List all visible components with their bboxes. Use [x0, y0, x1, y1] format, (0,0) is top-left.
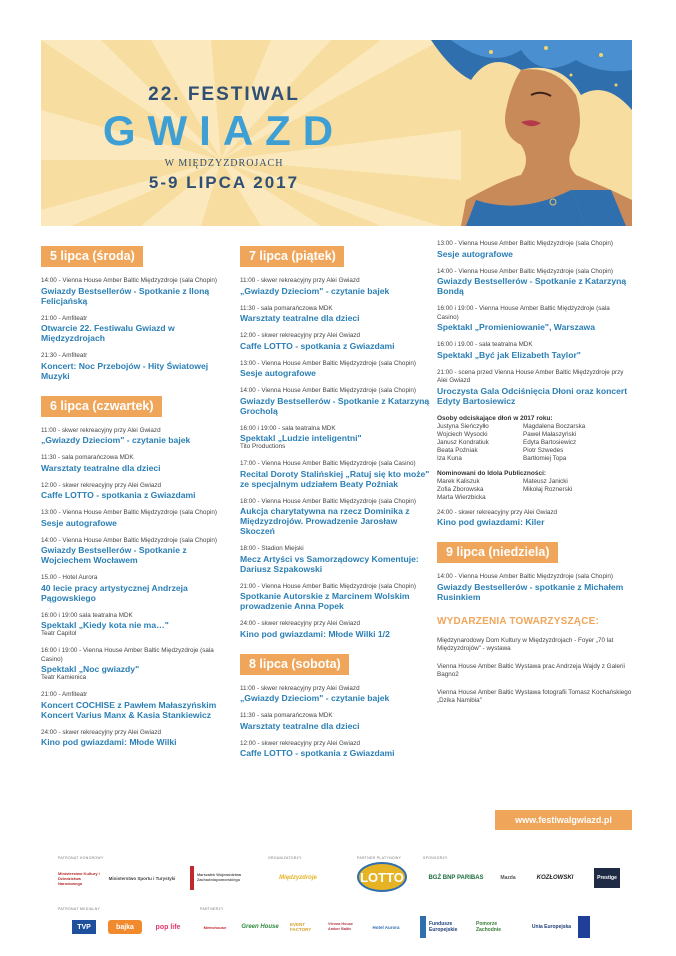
event-item	[41, 315, 224, 344]
event-time-place: 16:00 i 19:00 - Vienna House Amber Baltic Międzyzdroje (sala Casino)	[41, 647, 214, 663]
event-time-place: 16:00 i 19:00 - sala teatralna MDK	[240, 424, 336, 432]
event-time-place: 24:00 - skwer rekreacyjny przy Alei Gwiazd	[437, 508, 558, 516]
event-time-place: 12:00 - skwer rekreacyjny przy Alei Gwiazd	[240, 739, 361, 747]
event-title: Caffe LOTTO - spotkania z Gwiazdami	[240, 340, 395, 351]
pomorze-logo: Pomorze Zachodnie	[476, 921, 502, 933]
footer-heading: PARTNERZY	[200, 907, 224, 911]
honored-person: Justyna Sieńczyłło	[437, 422, 489, 430]
event-item	[437, 305, 633, 332]
event-time-place: 24:00 - skwer rekreacyjny przy Alei Gwiazd	[41, 728, 162, 736]
schedule-column-2	[240, 240, 430, 767]
event-time-place: 21:00 - scena przed Vienna House Amber Baltic Międzyzdroje przy Alei Gwiazd	[437, 368, 624, 384]
event-title: Sesje autografowe	[240, 368, 316, 378]
event-item	[240, 460, 430, 489]
event-item	[41, 352, 224, 381]
event-time-place: 14:00 - Vienna House Amber Baltic Międzyzdroje (sala Chopin)	[437, 573, 613, 580]
event-item	[240, 545, 430, 574]
event-item	[437, 341, 633, 360]
event-title: Warsztaty teatralne dla dzieci	[41, 462, 161, 473]
event-note: Tito Productions	[240, 443, 286, 450]
event-title: Uroczysta Gala Odciśnięcia Dłoni oraz koncert Edyty Bartosiewicz	[437, 385, 628, 406]
event-item	[240, 712, 430, 731]
event-factory-logo: EVENT FACTORY	[290, 922, 312, 932]
amber-baltic-logo: Vienna House Amber Baltic	[328, 922, 354, 931]
poplife-logo: pop life	[155, 923, 181, 931]
event-time-place: 24:00 - skwer rekreacyjny przy Alei Gwiazd	[240, 620, 361, 627]
honored-list	[437, 423, 633, 463]
event-item	[41, 729, 224, 748]
nominated-heading: Nominowani do Idola Publiczności:	[437, 469, 547, 477]
event-title: Gwiazdy Bestsellerów - Spotkanie z Katarzyną Grocholą	[240, 395, 430, 416]
honored-person: Edyta Bartosiewicz	[523, 438, 577, 446]
event-title: Caffe LOTTO - spotkania z Gwiazdami	[41, 490, 196, 500]
event-time-place: 15.00 - Hotel Aurora	[41, 574, 98, 581]
event-item	[240, 620, 430, 639]
honored-person: Paweł Małaszyński	[523, 430, 577, 438]
honored-person: Wojciech Wysocki	[437, 430, 488, 438]
event-title: Sesje autografowe	[41, 517, 117, 528]
honored-person: Piotr Szwedes	[523, 446, 564, 454]
event-item	[240, 277, 430, 296]
event-item	[41, 482, 224, 501]
event-item	[41, 647, 224, 682]
event-item	[240, 740, 430, 759]
sponsors-footer	[0, 850, 676, 956]
event-item	[240, 332, 430, 351]
event-item	[240, 498, 430, 537]
event-title: Aukcja charytatywna na rzecz Dominika z Międzyzdrojów. Prowadzenie Jarosław Skoczeń	[240, 506, 410, 536]
event-item	[240, 583, 430, 612]
event-time-place: 11:00 - skwer rekreacyjny przy Alei Gwiazd	[240, 277, 360, 284]
event-title: Kino pod gwiazdami: Kiler	[437, 517, 545, 527]
side-event: Międzynarodowy Dom Kultury w Międzyzdrojach - Foyer „70 lat Międzyzdrojów" - wystawa	[437, 636, 614, 652]
nominated-list	[437, 478, 633, 502]
day-header-5-july: 5 lipca (środa)	[41, 246, 143, 267]
marshal-logo: Marszałek Województwa Zachodniopomorskiego	[190, 866, 260, 890]
event-title: Koncert COCHISE z Pawłem Małaszyńskim Koncert Varius Manx & Kasia Stankiewicz	[41, 699, 217, 720]
festival-location: W MIĘDZYZDROJACH	[164, 158, 284, 169]
woman-illustration	[371, 40, 632, 226]
event-title: Warsztaty teatralne dla dzieci	[240, 720, 360, 731]
event-item	[240, 685, 430, 704]
event-title: Spektakl „Kiedy kota nie ma…"	[41, 620, 169, 630]
prestige-logo: Prestige	[594, 868, 620, 888]
event-title: Caffe LOTTO - spotkania z Gwiazdami	[240, 748, 395, 758]
event-item	[41, 509, 224, 528]
event-time-place: 21:00 - Vienna House Amber Baltic Międzyzdroje (sala Chopin)	[240, 582, 416, 590]
day-header-7-july: 7 lipca (piątek)	[240, 246, 344, 267]
event-time-place: 18:00 - Vienna House Amber Baltic Międzyzdroje (sala Chopin)	[240, 497, 416, 505]
event-title: Gwiazdy Bestsellerów - spotkanie z Michałem Rusinkiem	[437, 581, 624, 602]
event-time-place: 21:00 - Amfiteatr	[41, 691, 88, 698]
event-time-place: 11:00 - skwer rekreacyjny przy Alei Gwiazd	[41, 426, 161, 434]
schedule-column-3	[437, 240, 633, 715]
honored-person: Magdalena Boczarska	[523, 422, 586, 430]
honored-person: Beata Poźniak	[437, 446, 478, 454]
event-time-place: 21:30 - Amfiteatr	[41, 352, 88, 359]
event-time-place: 16:00 i 19.00 - sala teatralna MDK	[437, 341, 533, 348]
metrohouse-logo: Metrohouse	[203, 924, 227, 930]
event-time-place: 13:00 - Vienna House Amber Baltic Międzyzdroje (sala Chopin)	[41, 509, 217, 516]
event-item	[240, 387, 430, 416]
event-title: Sesje autografowe	[437, 248, 513, 259]
bgz-logo: BGŻ BNP PARIBAS	[428, 875, 484, 881]
kozlowski-logo: KOZŁOWSKI	[536, 875, 574, 881]
event-time-place: 11:30 - sala pomarańczowa MDK	[240, 304, 333, 312]
event-title: Mecz Artyści vs Samorządowcy Komentuje: Dariusz Szpakowski	[240, 553, 419, 574]
event-item	[240, 425, 430, 452]
event-title: Warsztaty teatralne dla dzieci	[240, 313, 360, 323]
event-title: Kino pod gwiazdami: Młode Wilki 1/2	[240, 628, 390, 639]
event-note: Teatr Kamienica	[41, 674, 87, 681]
event-time-place: 11:30 - sala pomarańczowa MDK	[240, 712, 333, 719]
festival-name: GWIAZD	[102, 107, 346, 154]
event-title: Gwiazdy Bestsellerów - Spotkanie z Iloną Felicjańską	[41, 285, 210, 306]
event-time-place: 12:00 - skwer rekreacyjny przy Alei Gwiazd	[41, 481, 162, 489]
event-time-place: 14:00 - Vienna House Amber Baltic Międzyzdroje (sala Chopin)	[437, 267, 613, 275]
side-events-heading: WYDARZENIA TOWARZYSZĄCE:	[437, 615, 600, 627]
side-event: Vienna House Amber Baltic Wystawa prac Andrzeja Wajdy z Galerii Bagno2	[437, 662, 625, 678]
event-title: Gwiazdy Bestsellerów - Spotkanie z Katarzyną Bondą	[437, 276, 627, 296]
lotto-logo: LOTTO	[357, 862, 407, 892]
ministry-sport-logo: Ministerstwo Sportu i Turystyki	[108, 875, 176, 881]
event-item	[437, 509, 633, 528]
footer-heading: PARTNER PLATYNOWY	[357, 856, 402, 860]
footer-heading: ORGANIZATORZY	[268, 856, 302, 860]
event-title: Spektakl „Ludzie inteligentni"	[240, 433, 362, 443]
greenhouse-logo: Green House	[241, 924, 279, 930]
event-time-place: 14:00 - Vienna House Amber Baltic Międzyzdroje (sala Chopin)	[240, 387, 416, 394]
nominated-person: Mateusz Janicki	[523, 477, 568, 485]
event-item	[437, 573, 633, 602]
footer-heading: PATRONAT HONOROWY	[58, 856, 104, 860]
honored-person: Bartłomiej Topa	[523, 454, 567, 462]
event-time-place: 11:30 - sala pomarańczowa MDK	[41, 454, 134, 461]
side-events-list	[437, 637, 633, 706]
event-title: Spektakl „Noc gwiazdy"	[41, 664, 140, 674]
event-title: Recital Doroty Stalińskiej „Ratuj się kto może" ze specjalnym udziałem Beaty Poźniak	[240, 468, 430, 489]
event-title: Koncert: Noc Przebojów - Hity Światowej Muzyki	[41, 360, 209, 381]
event-item	[240, 305, 430, 324]
footer-heading: SPONSORZY	[423, 856, 448, 860]
bajka-logo: bajka	[108, 920, 142, 934]
event-item	[240, 360, 430, 379]
event-time-place: 12:00 - skwer rekreacyjny przy Alei Gwiazd	[240, 332, 361, 339]
event-item	[41, 277, 224, 306]
side-event: Vienna House Amber Baltic Wystawa fotografii Tomasz Kochańskiego „Dzika Namibia"	[437, 688, 632, 704]
honored-person: Janusz Kondratiuk	[437, 438, 489, 446]
event-time-place: 17:00 - Vienna House Amber Baltic Międzyzdroje (sala Casino)	[240, 460, 416, 467]
event-item	[437, 369, 633, 406]
nominated-person: Zofia Zborowska	[437, 485, 484, 493]
event-time-place: 16:00 i 19:00 sala teatralna MDK	[41, 611, 133, 619]
honored-heading: Osoby odciskające dłoń w 2017 roku:	[437, 414, 553, 422]
event-item	[41, 691, 224, 720]
nominated-person: Marta Wierzbicka	[437, 493, 486, 501]
nominated-person: Mikołaj Roznerski	[523, 485, 573, 493]
day-header-6-july: 6 lipca (czwartek)	[41, 396, 162, 417]
event-title: Spektakl „Promieniowanie", Warszawa	[437, 322, 596, 332]
header-banner	[41, 40, 632, 226]
event-time-place: 13:00 - Vienna House Amber Baltic Międzyzdroje (sala Chopin)	[437, 240, 613, 247]
day-header-8-july: 8 lipca (sobota)	[240, 654, 349, 675]
festival-title-block	[99, 84, 349, 193]
event-title: Spotkanie Autorskie z Marcinem Wolskim prowadzenie Anna Popek	[240, 591, 410, 611]
festival-number: 22. FESTIWAL	[148, 84, 300, 105]
honored-person: Iza Kuna	[437, 454, 462, 462]
festival-dates: 5-9 LIPCA 2017	[148, 173, 300, 192]
nominated-person: Marek Kaliszuk	[437, 477, 480, 485]
tvp-logo: TVP	[72, 920, 96, 934]
mazda-logo: Mazda	[500, 875, 516, 881]
fundusze-logo: Fundusze Europejskie	[420, 916, 468, 938]
event-item	[437, 240, 633, 259]
event-time-place: 14:00 - Vienna House Amber Baltic Międzyzdroje (sala Chopin)	[41, 277, 217, 284]
event-time-place: 16:00 i 19:00 - Vienna House Amber Baltic Międzyzdroje (sala Casino)	[437, 305, 610, 321]
event-title: „Gwiazdy Dzieciom" - czytanie bajek	[240, 285, 390, 296]
event-title: Otwarcie 22. Festiwalu Gwiazd w Międzyzdrojach	[41, 323, 175, 343]
eu-logo: Unia Europejska	[528, 916, 590, 938]
event-title: Kino pod gwiazdami: Młode Wilki	[41, 737, 177, 747]
event-note: Teatr Capitol	[41, 630, 77, 637]
event-item	[41, 574, 224, 603]
website-link[interactable]: www.festiwalgwiazd.pl	[495, 810, 632, 830]
event-item	[41, 612, 224, 639]
event-item	[41, 427, 224, 446]
event-title: „Gwiazdy Dzieciom" - czytanie bajek	[41, 435, 191, 445]
event-time-place: 21:00 - Amfiteatr	[41, 314, 88, 322]
event-time-place: 11:00 - skwer rekreacyjny przy Alei Gwiazd	[240, 684, 360, 692]
event-item	[41, 537, 224, 566]
event-title: „Gwiazdy Dzieciom" - czytanie bajek	[240, 693, 390, 703]
event-title: Gwiazdy Bestsellerów - Spotkanie z Wojciechem Wocławem	[41, 545, 187, 565]
ministry-culture-logo: Ministerstwo Kultury i Dziedzictwa Narodowego	[58, 870, 100, 886]
event-time-place: 13:00 - Vienna House Amber Baltic Międzyzdroje (sala Chopin)	[240, 359, 416, 367]
event-time-place: 18:00 - Stadion Miejski	[240, 545, 304, 552]
event-item	[437, 268, 633, 297]
day-header-9-july: 9 lipca (niedziela)	[437, 542, 558, 563]
event-item	[41, 454, 224, 473]
schedule-column-1	[41, 240, 224, 756]
miedzyzdroje-logo: Międzyzdroje	[279, 875, 317, 881]
aurora-logo: Hotel Aurora	[372, 924, 400, 930]
event-time-place: 14:00 - Vienna House Amber Baltic Międzyzdroje (sala Chopin)	[41, 536, 217, 544]
event-title: Spektakl „Być jak Elizabeth Taylor"	[437, 349, 581, 360]
event-title: 40 lecie pracy artystycznej Andrzeja Pągowskiego	[41, 582, 188, 603]
footer-heading: PATRONAT MEDIALNY	[58, 907, 101, 911]
